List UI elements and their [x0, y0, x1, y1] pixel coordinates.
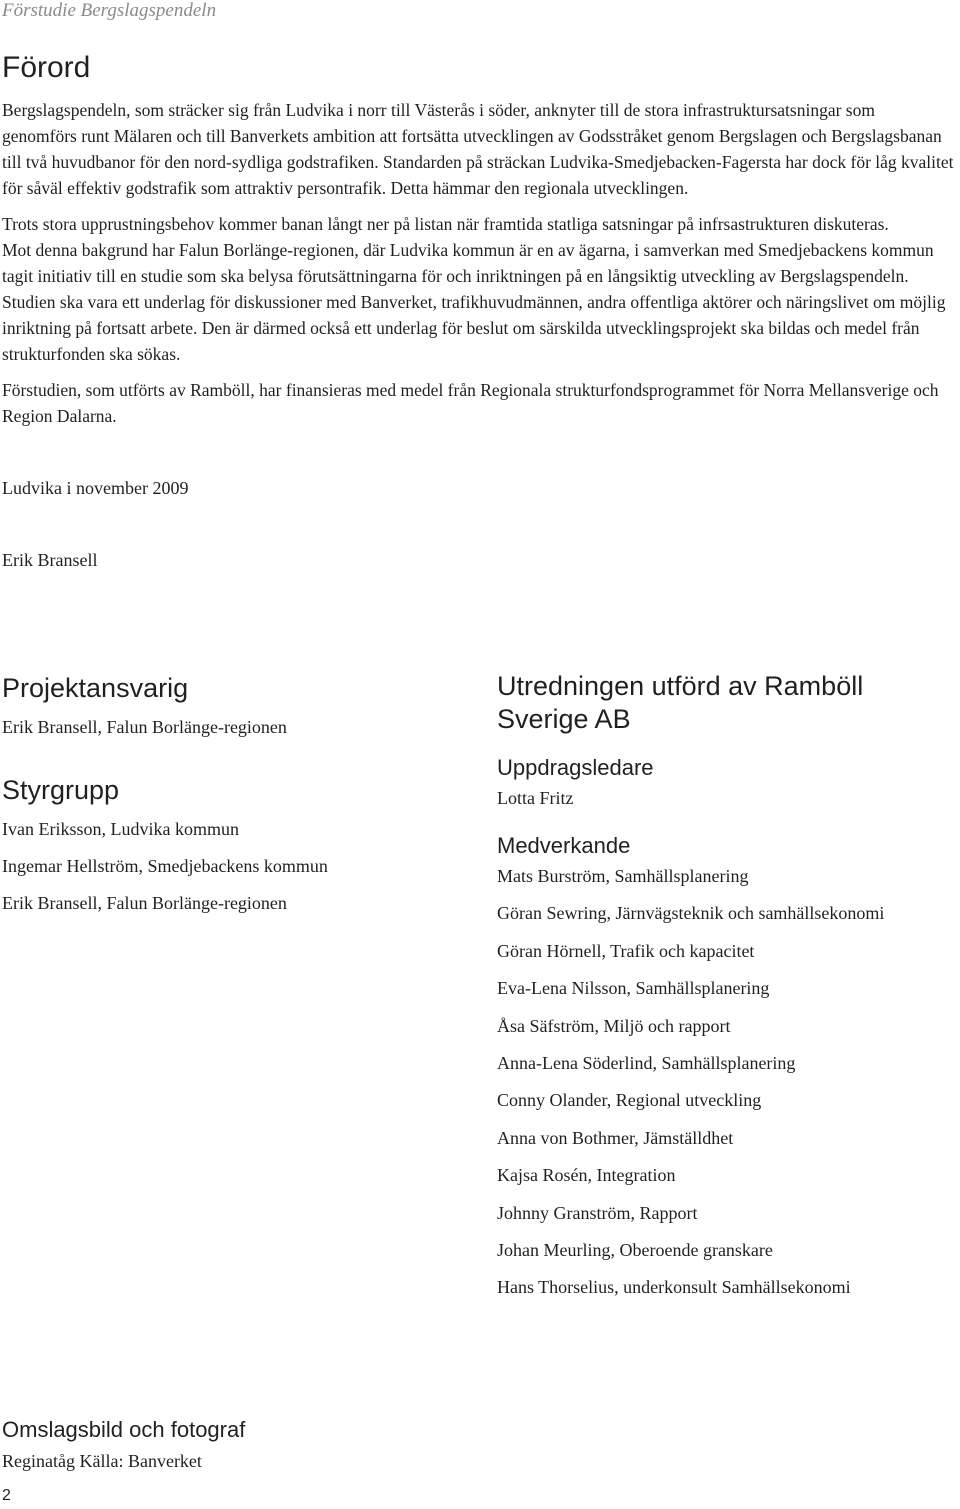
cover-credits	[2, 1416, 245, 1473]
lead-name: Lotta Fritz	[497, 788, 574, 808]
contributor: Conny Olander, Regional utveckling	[497, 1090, 762, 1111]
steering-member: Erik Bransell, Falun Borlänge-regionen	[2, 893, 287, 913]
lead-heading: Uppdragsledare	[497, 755, 654, 780]
place-date: Ludvika i november 2009	[2, 478, 189, 498]
contributor: Johan Meurling, Oberoende granskare	[497, 1239, 773, 1260]
contributor: Göran Sewring, Järnvägsteknik och samhällsekonomi	[497, 903, 885, 924]
preface-paragraph: Förstudien, som utförts av Ramböll, har finansieras med medel från Regionala strukturfondsprogrammet för Norra Mellansverige och Region Dalarna.	[2, 380, 939, 426]
contributor: Åsa Säfström, Miljö och rapport	[497, 1015, 731, 1036]
credits-heading: Omslagsbild och fotograf	[2, 1417, 246, 1442]
page-title: Förord	[2, 51, 91, 84]
credits-text: Reginatåg Källa: Banverket	[2, 1451, 202, 1471]
contributor: Mats Burström, Samhällsplanering	[497, 866, 749, 886]
running-header: Förstudie Bergslagspendeln	[2, 0, 217, 21]
contributors-list	[497, 864, 957, 1299]
signature: Erik Bransell	[2, 550, 98, 570]
contributor: Hans Thorselius, underkonsult Samhällsekonomi	[497, 1277, 851, 1298]
contributors-heading: Medverkande	[497, 833, 631, 858]
preface-paragraph: Bergslagspendeln, som sträcker sig från Ludvika i norr till Västerås i söder, anknyter till de stora infrastruktursatsningar som genomförs runt Mälaren och till Banverkets ambition att fortsätta utvecklingen av Godsstråket genom Bergslagen och Bergslagsbanan till två huvudbanor för den nord-sydliga godstrafiken. Standarden på sträckan Ludvika-Smedjebacken-Fagersta har dock för låg kvalitet för såväl effektiv godstrafik som attraktiv persontrafik. Detta hämmar den regionala utvecklingen.	[2, 100, 954, 198]
steering-heading: Styrgrupp	[2, 775, 120, 805]
responsible-heading: Projektansvarig	[2, 673, 189, 703]
preface-paragraph: Trots stora upprustningsbehov kommer banan långt ner på listan när framtida statliga satsningar på infrsastrukturen diskuteras.	[2, 214, 889, 234]
contributor: Kajsa Rosén, Integration	[497, 1165, 676, 1186]
steering-list	[2, 817, 462, 915]
page-number: 2	[2, 1487, 11, 1504]
preface-paragraph: Mot denna bakgrund har Falun Borlänge-regionen, där Ludvika kommun är en av ägarna, i samverkan med Smedjebackens kommun tagit initiativ till en studie som ska belysa förutsättningarna för och inriktningen på en långsiktig utveckling av Bergslagspendeln. Studien ska vara ett underlag för diskussioner med Banverket, trafikhuvudmännen, andra offentliga aktörer och näringslivet om möjlig inriktning på fortsatt arbete. Den är därmed också ett underlag för beslut om särskilda utvecklingsprojekt ska bildas och medel från strukturfonden ska sökas.	[2, 240, 946, 364]
contributor: Eva-Lena Nilsson, Samhällsplanering	[497, 978, 770, 999]
project-organisation	[2, 672, 462, 915]
investigation-heading-line1: Utredningen utförd av Ramböll	[497, 671, 864, 701]
preface-body	[2, 97, 954, 439]
steering-member: Ivan Eriksson, Ludvika kommun	[2, 819, 239, 839]
investigation-heading-line2: Sverige AB	[497, 704, 631, 734]
investigation-heading	[497, 670, 957, 736]
contributor: Göran Hörnell, Trafik och kapacitet	[497, 940, 755, 961]
contributor: Johnny Granström, Rapport	[497, 1202, 698, 1223]
contributor: Anna-Lena Söderlind, Samhällsplanering	[497, 1052, 796, 1073]
investigation-team	[497, 670, 957, 1299]
contributor: Anna von Bothmer, Jämställdhet	[497, 1127, 734, 1148]
responsible-name: Erik Bransell, Falun Borlänge-regionen	[2, 717, 287, 737]
steering-member: Ingemar Hellström, Smedjebackens kommun	[2, 856, 328, 876]
